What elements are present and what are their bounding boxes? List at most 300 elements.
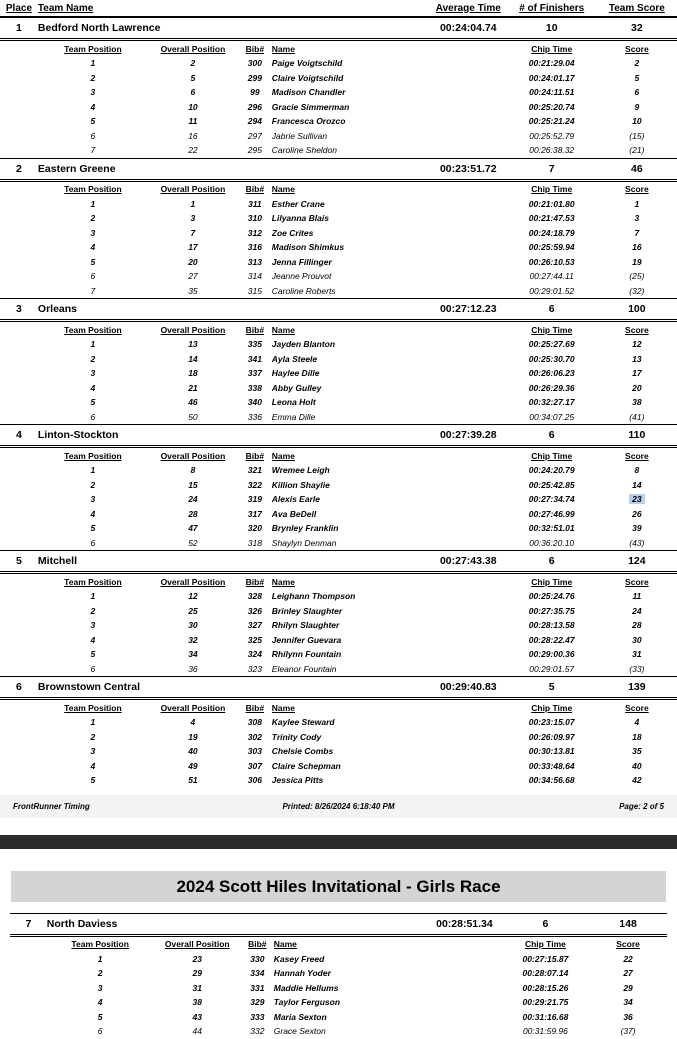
runner-spacer-place xyxy=(0,143,38,158)
runner-row xyxy=(0,715,677,730)
runner-team-position: 4 xyxy=(90,242,96,253)
runner-spacer-place xyxy=(0,366,38,381)
runner-score: 14 xyxy=(632,479,642,490)
runner-score: 34 xyxy=(623,997,633,1008)
runner-bib: 300 xyxy=(247,58,262,69)
runner-score-cell xyxy=(597,255,677,270)
col-team-position: Team Position xyxy=(64,184,122,194)
runner-bib: 313 xyxy=(247,256,262,267)
runner-overall-position: 47 xyxy=(188,523,198,534)
runner-chip-time: 00:29:01.57 xyxy=(529,663,575,674)
runner-bib: 307 xyxy=(247,760,262,771)
col-team-position: Team Position xyxy=(71,939,129,949)
runner-name: Gracie Simmerman xyxy=(271,101,350,112)
runner-row xyxy=(10,1010,667,1025)
team-score: 100 xyxy=(597,299,677,321)
runner-score-cell xyxy=(597,211,677,226)
team-finishers-count: 7 xyxy=(507,158,597,180)
col-team-position: Team Position xyxy=(64,324,122,335)
runner-spacer-avg xyxy=(430,463,507,478)
sub-spacer-place xyxy=(0,699,38,716)
runner-bib: 336 xyxy=(247,411,262,422)
runner-bib: 314 xyxy=(247,271,262,282)
runner-team-position: 6 xyxy=(90,271,96,282)
runner-name: Claire Voigtschild xyxy=(271,72,344,83)
team-section xyxy=(0,677,677,788)
runner-chip-time: 00:26:29.36 xyxy=(528,382,575,393)
sub-spacer-avg xyxy=(430,573,507,590)
runner-row xyxy=(10,1024,667,1039)
runner-chip-time: 00:31:59.96 xyxy=(522,1026,568,1037)
team-section xyxy=(0,551,677,677)
col-name: Name xyxy=(271,184,295,194)
runner-overall-position: 18 xyxy=(188,368,198,379)
runner-score: 2 xyxy=(634,58,640,69)
runner-bib: 326 xyxy=(247,605,262,616)
runner-score: 28 xyxy=(632,620,642,631)
runner-team-position: 2 xyxy=(90,213,96,224)
col-name: Name xyxy=(271,702,295,713)
team-name: Linton-Stockton xyxy=(38,425,430,447)
runner-score: 30 xyxy=(632,634,642,645)
runner-spacer-place xyxy=(10,952,47,967)
runner-spacer-avg xyxy=(430,715,507,730)
runner-spacer-avg xyxy=(430,744,507,759)
runner-chip-time: 00:25:52.79 xyxy=(529,130,575,141)
runner-columns-row xyxy=(0,573,677,590)
runner-team-position: 1 xyxy=(90,591,96,602)
runner-name: Madison Chandler xyxy=(271,87,346,98)
runner-score-cell xyxy=(589,1024,667,1039)
runner-score: 16 xyxy=(632,242,642,253)
runner-team-position: 4 xyxy=(97,997,103,1008)
runner-score: 29 xyxy=(623,982,633,993)
runner-row xyxy=(0,129,677,144)
runner-spacer-avg xyxy=(430,647,507,662)
runner-overall-position: 52 xyxy=(188,537,198,548)
sub-spacer-place xyxy=(10,935,47,952)
runner-chip-time: 00:24:18.79 xyxy=(528,227,575,238)
runner-spacer-avg xyxy=(430,773,507,788)
runner-chip-time: 00:32:51.01 xyxy=(528,523,575,534)
runner-row xyxy=(0,773,677,788)
team-place: 7 xyxy=(10,913,47,935)
page-gap-top xyxy=(0,818,677,835)
runner-spacer-place xyxy=(0,662,38,677)
runner-overall-position: 30 xyxy=(188,620,198,631)
runner-columns-row xyxy=(0,447,677,464)
runner-score-cell xyxy=(597,604,677,619)
runner-bib: 319 xyxy=(247,494,262,505)
runner-row xyxy=(0,633,677,648)
runner-name: Kasey Freed xyxy=(273,953,325,964)
runner-score: 23 xyxy=(629,494,644,504)
team-average-time: 00:23:51.72 xyxy=(430,158,507,180)
runner-team-position: 5 xyxy=(90,397,96,408)
team-name: Brownstown Central xyxy=(38,677,430,699)
runner-spacer-avg xyxy=(430,366,507,381)
team-average-time: 00:27:12.23 xyxy=(430,299,507,321)
runner-spacer-place xyxy=(0,478,38,493)
runner-bib: 306 xyxy=(247,775,262,786)
runner-name: Eleanor Fountain xyxy=(271,663,337,674)
team-finishers-count: 5 xyxy=(507,677,597,699)
runner-chip-time: 00:25:27.69 xyxy=(528,339,575,350)
runner-score-cell xyxy=(597,633,677,648)
page-gap-bottom xyxy=(0,849,677,871)
team-section xyxy=(0,299,677,425)
runner-overall-position: 36 xyxy=(188,663,198,674)
runner-overall-position: 4 xyxy=(190,717,196,728)
runner-overall-position: 5 xyxy=(190,72,196,83)
team-header-row xyxy=(0,551,677,573)
runner-score-cell xyxy=(597,226,677,241)
runner-chip-time: 00:28:07.14 xyxy=(522,968,569,979)
runner-team-position: 1 xyxy=(90,198,96,209)
runner-row xyxy=(0,381,677,396)
team-score: 124 xyxy=(597,551,677,573)
runner-score: 18 xyxy=(632,731,642,742)
runner-row xyxy=(0,536,677,551)
runner-spacer-place xyxy=(0,240,38,255)
runner-row xyxy=(0,521,677,536)
runner-overall-position: 25 xyxy=(188,605,198,616)
runner-bib: 311 xyxy=(248,198,262,209)
runner-spacer-place xyxy=(0,352,38,367)
team-finishers-count: 6 xyxy=(507,425,597,447)
runner-name: Jennifer Guevara xyxy=(271,634,342,645)
col-bib: Bib# xyxy=(248,939,267,949)
runner-score-cell xyxy=(597,715,677,730)
runner-spacer-place xyxy=(0,410,38,425)
team-place: 3 xyxy=(0,299,38,321)
runner-bib: 331 xyxy=(250,982,265,993)
runner-chip-time: 00:24:20.79 xyxy=(528,465,575,476)
col-name: Name xyxy=(271,43,295,54)
runner-chip-time: 00:21:01.80 xyxy=(528,198,575,209)
footer-company: FrontRunner Timing xyxy=(13,801,90,811)
runner-score-cell xyxy=(597,744,677,759)
runner-team-position: 6 xyxy=(90,411,96,422)
col-header-team-score: Team Score xyxy=(597,0,677,17)
runner-spacer-avg xyxy=(430,71,507,86)
runner-name: Chelsie Combs xyxy=(271,746,334,757)
runner-score: 9 xyxy=(634,101,640,112)
team-name: Mitchell xyxy=(38,551,430,573)
runner-row xyxy=(0,284,677,299)
team-header-row xyxy=(10,913,667,935)
runner-team-position: 1 xyxy=(90,58,96,69)
runner-spacer-avg xyxy=(427,952,502,967)
team-finishers-count: 6 xyxy=(507,299,597,321)
runner-name: Abby Gulley xyxy=(271,382,322,393)
team-average-time: 00:27:43.38 xyxy=(430,551,507,573)
runner-spacer-place xyxy=(0,618,38,633)
runner-name: Maria Sexton xyxy=(273,1011,327,1022)
runner-overall-position: 7 xyxy=(190,227,196,238)
main-header-row xyxy=(0,0,677,17)
team-section xyxy=(10,913,667,1039)
runner-bib: 332 xyxy=(250,1026,265,1037)
runner-name: Rhilynn Fountain xyxy=(271,649,342,660)
runner-name: Francesca Orozco xyxy=(271,116,346,127)
runner-team-position: 3 xyxy=(90,746,96,757)
runner-bib: 324 xyxy=(247,649,262,660)
runner-row xyxy=(0,269,677,284)
runner-chip-time: 00:27:34.74 xyxy=(528,494,575,505)
runner-team-position: 5 xyxy=(97,1011,103,1022)
runner-spacer-avg xyxy=(430,492,507,507)
runner-name: Ayla Steele xyxy=(271,353,318,364)
runner-spacer-place xyxy=(0,395,38,410)
col-score: Score xyxy=(625,324,649,335)
runner-score-cell xyxy=(597,589,677,604)
runner-score: 22 xyxy=(623,953,633,964)
runner-score: 20 xyxy=(632,382,642,393)
sub-spacer-avg xyxy=(430,699,507,716)
team-place: 6 xyxy=(0,677,38,699)
footer-page-number: Page: 2 of 5 xyxy=(619,801,664,811)
runner-name: Shaylyn Denman xyxy=(271,537,337,548)
sub-spacer-place xyxy=(0,321,38,338)
runner-team-position: 2 xyxy=(90,731,96,742)
col-overall-position: Overall Position xyxy=(164,939,230,949)
runner-spacer-avg xyxy=(430,507,507,522)
runner-score-cell xyxy=(589,966,667,981)
runner-score: 5 xyxy=(634,72,640,83)
runner-overall-position: 23 xyxy=(192,953,202,964)
runner-chip-time: 00:34:07.25 xyxy=(529,411,575,422)
runner-spacer-avg xyxy=(430,395,507,410)
runner-score: 31 xyxy=(632,649,642,660)
sub-spacer-place xyxy=(0,40,38,57)
sub-spacer-avg xyxy=(430,321,507,338)
runner-name: Claire Schepman xyxy=(271,760,341,771)
runner-team-position: 7 xyxy=(90,285,96,296)
col-score: Score xyxy=(625,576,649,587)
runner-spacer-place xyxy=(0,633,38,648)
runner-chip-time: 00:28:13.58 xyxy=(528,620,575,631)
runner-row xyxy=(0,211,677,226)
runner-overall-position: 2 xyxy=(190,58,196,69)
team-score: 46 xyxy=(597,158,677,180)
runner-chip-time: 00:34:56.68 xyxy=(528,775,575,786)
col-header-average-time: Average Time xyxy=(430,0,507,17)
team-section xyxy=(0,425,677,551)
runner-row xyxy=(0,492,677,507)
col-chip-time: Chip Time xyxy=(531,576,573,587)
runner-overall-position: 21 xyxy=(188,382,198,393)
runner-score: 24 xyxy=(632,605,642,616)
runner-score-cell xyxy=(597,759,677,774)
runner-score-cell xyxy=(597,56,677,71)
runner-spacer-place xyxy=(0,589,38,604)
runner-team-position: 2 xyxy=(90,353,96,364)
col-overall-position: Overall Position xyxy=(160,184,226,194)
runner-spacer-place xyxy=(0,715,38,730)
runner-chip-time: 00:25:59.94 xyxy=(528,242,575,253)
runner-team-position: 6 xyxy=(90,663,96,674)
runner-score-cell xyxy=(597,197,677,212)
team-name: North Daviess xyxy=(47,913,427,935)
runner-row xyxy=(0,478,677,493)
runner-row xyxy=(0,744,677,759)
col-name: Name xyxy=(271,324,295,335)
team-score: 139 xyxy=(597,677,677,699)
runner-score-cell xyxy=(597,143,677,158)
col-name: Name xyxy=(271,576,295,587)
runner-bib: 329 xyxy=(250,997,265,1008)
runner-chip-time: 00:28:15.26 xyxy=(522,982,569,993)
runner-spacer-place xyxy=(0,226,38,241)
runner-overall-position: 40 xyxy=(188,746,198,757)
runner-chip-time: 00:24:11.51 xyxy=(529,87,575,98)
runner-overall-position: 29 xyxy=(192,968,202,979)
runner-bib: 318 xyxy=(247,537,262,548)
runner-overall-position: 49 xyxy=(188,760,198,771)
runner-overall-position: 50 xyxy=(188,411,198,422)
runner-overall-position: 20 xyxy=(188,256,198,267)
runner-bib: 340 xyxy=(247,397,262,408)
runner-row xyxy=(0,100,677,115)
runner-score: 40 xyxy=(632,760,642,771)
col-chip-time: Chip Time xyxy=(531,702,573,713)
runner-overall-position: 6 xyxy=(190,87,196,98)
col-overall-position: Overall Position xyxy=(160,702,226,713)
runner-spacer-avg xyxy=(430,759,507,774)
runner-row xyxy=(0,255,677,270)
team-header-row xyxy=(0,677,677,699)
sub-spacer-place xyxy=(0,180,38,197)
runner-name: Jessica Pitts xyxy=(271,775,324,786)
runner-chip-time: 00:21:29.04 xyxy=(528,58,575,69)
runner-chip-time: 00:31:16.68 xyxy=(522,1011,569,1022)
runner-row xyxy=(0,337,677,352)
runner-name: Madison Shimkus xyxy=(271,242,345,253)
runner-bib: 322 xyxy=(247,479,262,490)
runner-score: (41) xyxy=(629,411,645,422)
runner-name: Kaylee Steward xyxy=(271,717,335,728)
runner-chip-time: 00:25:21.24 xyxy=(528,116,575,127)
runner-columns-row xyxy=(0,40,677,57)
runner-overall-position: 32 xyxy=(188,634,198,645)
runner-overall-position: 16 xyxy=(188,130,198,141)
runner-spacer-place xyxy=(0,211,38,226)
runner-score-cell xyxy=(597,521,677,536)
runner-overall-position: 3 xyxy=(190,213,196,224)
runner-score: 38 xyxy=(632,397,642,408)
runner-row xyxy=(0,71,677,86)
col-team-position: Team Position xyxy=(64,576,122,587)
runner-chip-time: 00:25:24.76 xyxy=(528,591,575,602)
runner-name: Zoe Crites xyxy=(271,227,314,238)
runner-score-cell xyxy=(597,352,677,367)
runner-score: 27 xyxy=(623,968,633,979)
runner-spacer-avg xyxy=(430,56,507,71)
runner-name: Jenna Fillinger xyxy=(271,256,332,267)
team-average-time: 00:28:51.34 xyxy=(427,913,502,935)
runner-name: Leona Holt xyxy=(271,397,316,408)
team-average-time: 00:29:40.83 xyxy=(430,677,507,699)
runner-chip-time: 00:28:22.47 xyxy=(528,634,575,645)
runner-overall-position: 15 xyxy=(188,479,198,490)
runner-spacer-place xyxy=(0,85,38,100)
runner-bib: 341 xyxy=(247,353,262,364)
runner-spacer-place xyxy=(10,966,47,981)
runner-name: Caroline Sheldon xyxy=(271,145,337,156)
runner-bib: 295 xyxy=(247,145,262,156)
runner-score: 8 xyxy=(634,465,640,476)
runner-row xyxy=(0,114,677,129)
runner-name: Lilyanna Blais xyxy=(271,213,329,224)
runner-spacer-avg xyxy=(427,1024,502,1039)
runner-score: 12 xyxy=(632,339,642,350)
runner-columns-row xyxy=(0,699,677,716)
runner-score-cell xyxy=(597,410,677,425)
race-title: 2024 Scott Hiles Invitational - Girls Race xyxy=(176,876,501,896)
runner-name: Brynley Franklin xyxy=(271,523,339,534)
runner-team-position: 4 xyxy=(90,508,96,519)
runner-name: Jeanne Prouvot xyxy=(271,271,332,282)
team-section xyxy=(0,17,677,158)
runner-bib: 335 xyxy=(247,339,262,350)
runner-row xyxy=(0,226,677,241)
runner-spacer-avg xyxy=(430,730,507,745)
runner-team-position: 3 xyxy=(90,368,96,379)
team-finishers-count: 6 xyxy=(507,551,597,573)
runner-score: 1 xyxy=(634,198,640,209)
runner-spacer-place xyxy=(0,647,38,662)
runner-chip-time: 00:24:01.17 xyxy=(528,72,575,83)
runner-team-position: 5 xyxy=(90,116,96,127)
runner-bib: 316 xyxy=(247,242,262,253)
runner-name: Wremee Leigh xyxy=(271,465,330,476)
runner-name: Paige Voigtschild xyxy=(271,58,343,69)
runner-name: Alexis Earle xyxy=(271,494,320,505)
runner-score: (37) xyxy=(620,1026,636,1037)
runner-score: (43) xyxy=(629,537,645,548)
runner-score: 36 xyxy=(623,1011,633,1022)
runner-spacer-place xyxy=(0,604,38,619)
runner-score-cell xyxy=(597,618,677,633)
runner-overall-position: 34 xyxy=(188,649,198,660)
runner-overall-position: 12 xyxy=(188,591,198,602)
runner-chip-time: 00:26:10.53 xyxy=(528,256,575,267)
runner-team-position: 3 xyxy=(90,494,96,505)
runner-score: 3 xyxy=(634,213,640,224)
runner-spacer-avg xyxy=(430,226,507,241)
runner-chip-time: 00:27:44.11 xyxy=(529,271,574,282)
runner-bib: 333 xyxy=(250,1011,265,1022)
col-score: Score xyxy=(625,43,649,54)
col-header-team-name: Team Name xyxy=(38,0,430,17)
runner-bib: 99 xyxy=(250,87,260,98)
runner-name: Maddie Hellums xyxy=(273,982,339,993)
runner-spacer-place xyxy=(0,56,38,71)
runner-score-cell xyxy=(589,952,667,967)
runner-row xyxy=(0,730,677,745)
runner-overall-position: 13 xyxy=(188,339,198,350)
runner-row xyxy=(10,952,667,967)
runner-score-cell xyxy=(589,981,667,996)
runner-team-position: 1 xyxy=(90,339,96,350)
runner-name: Jayden Blanton xyxy=(271,339,336,350)
runner-row xyxy=(0,366,677,381)
runner-overall-position: 22 xyxy=(188,145,198,156)
runner-score-cell xyxy=(597,337,677,352)
runner-bib: 320 xyxy=(247,523,262,534)
runner-score: (25) xyxy=(629,271,645,282)
